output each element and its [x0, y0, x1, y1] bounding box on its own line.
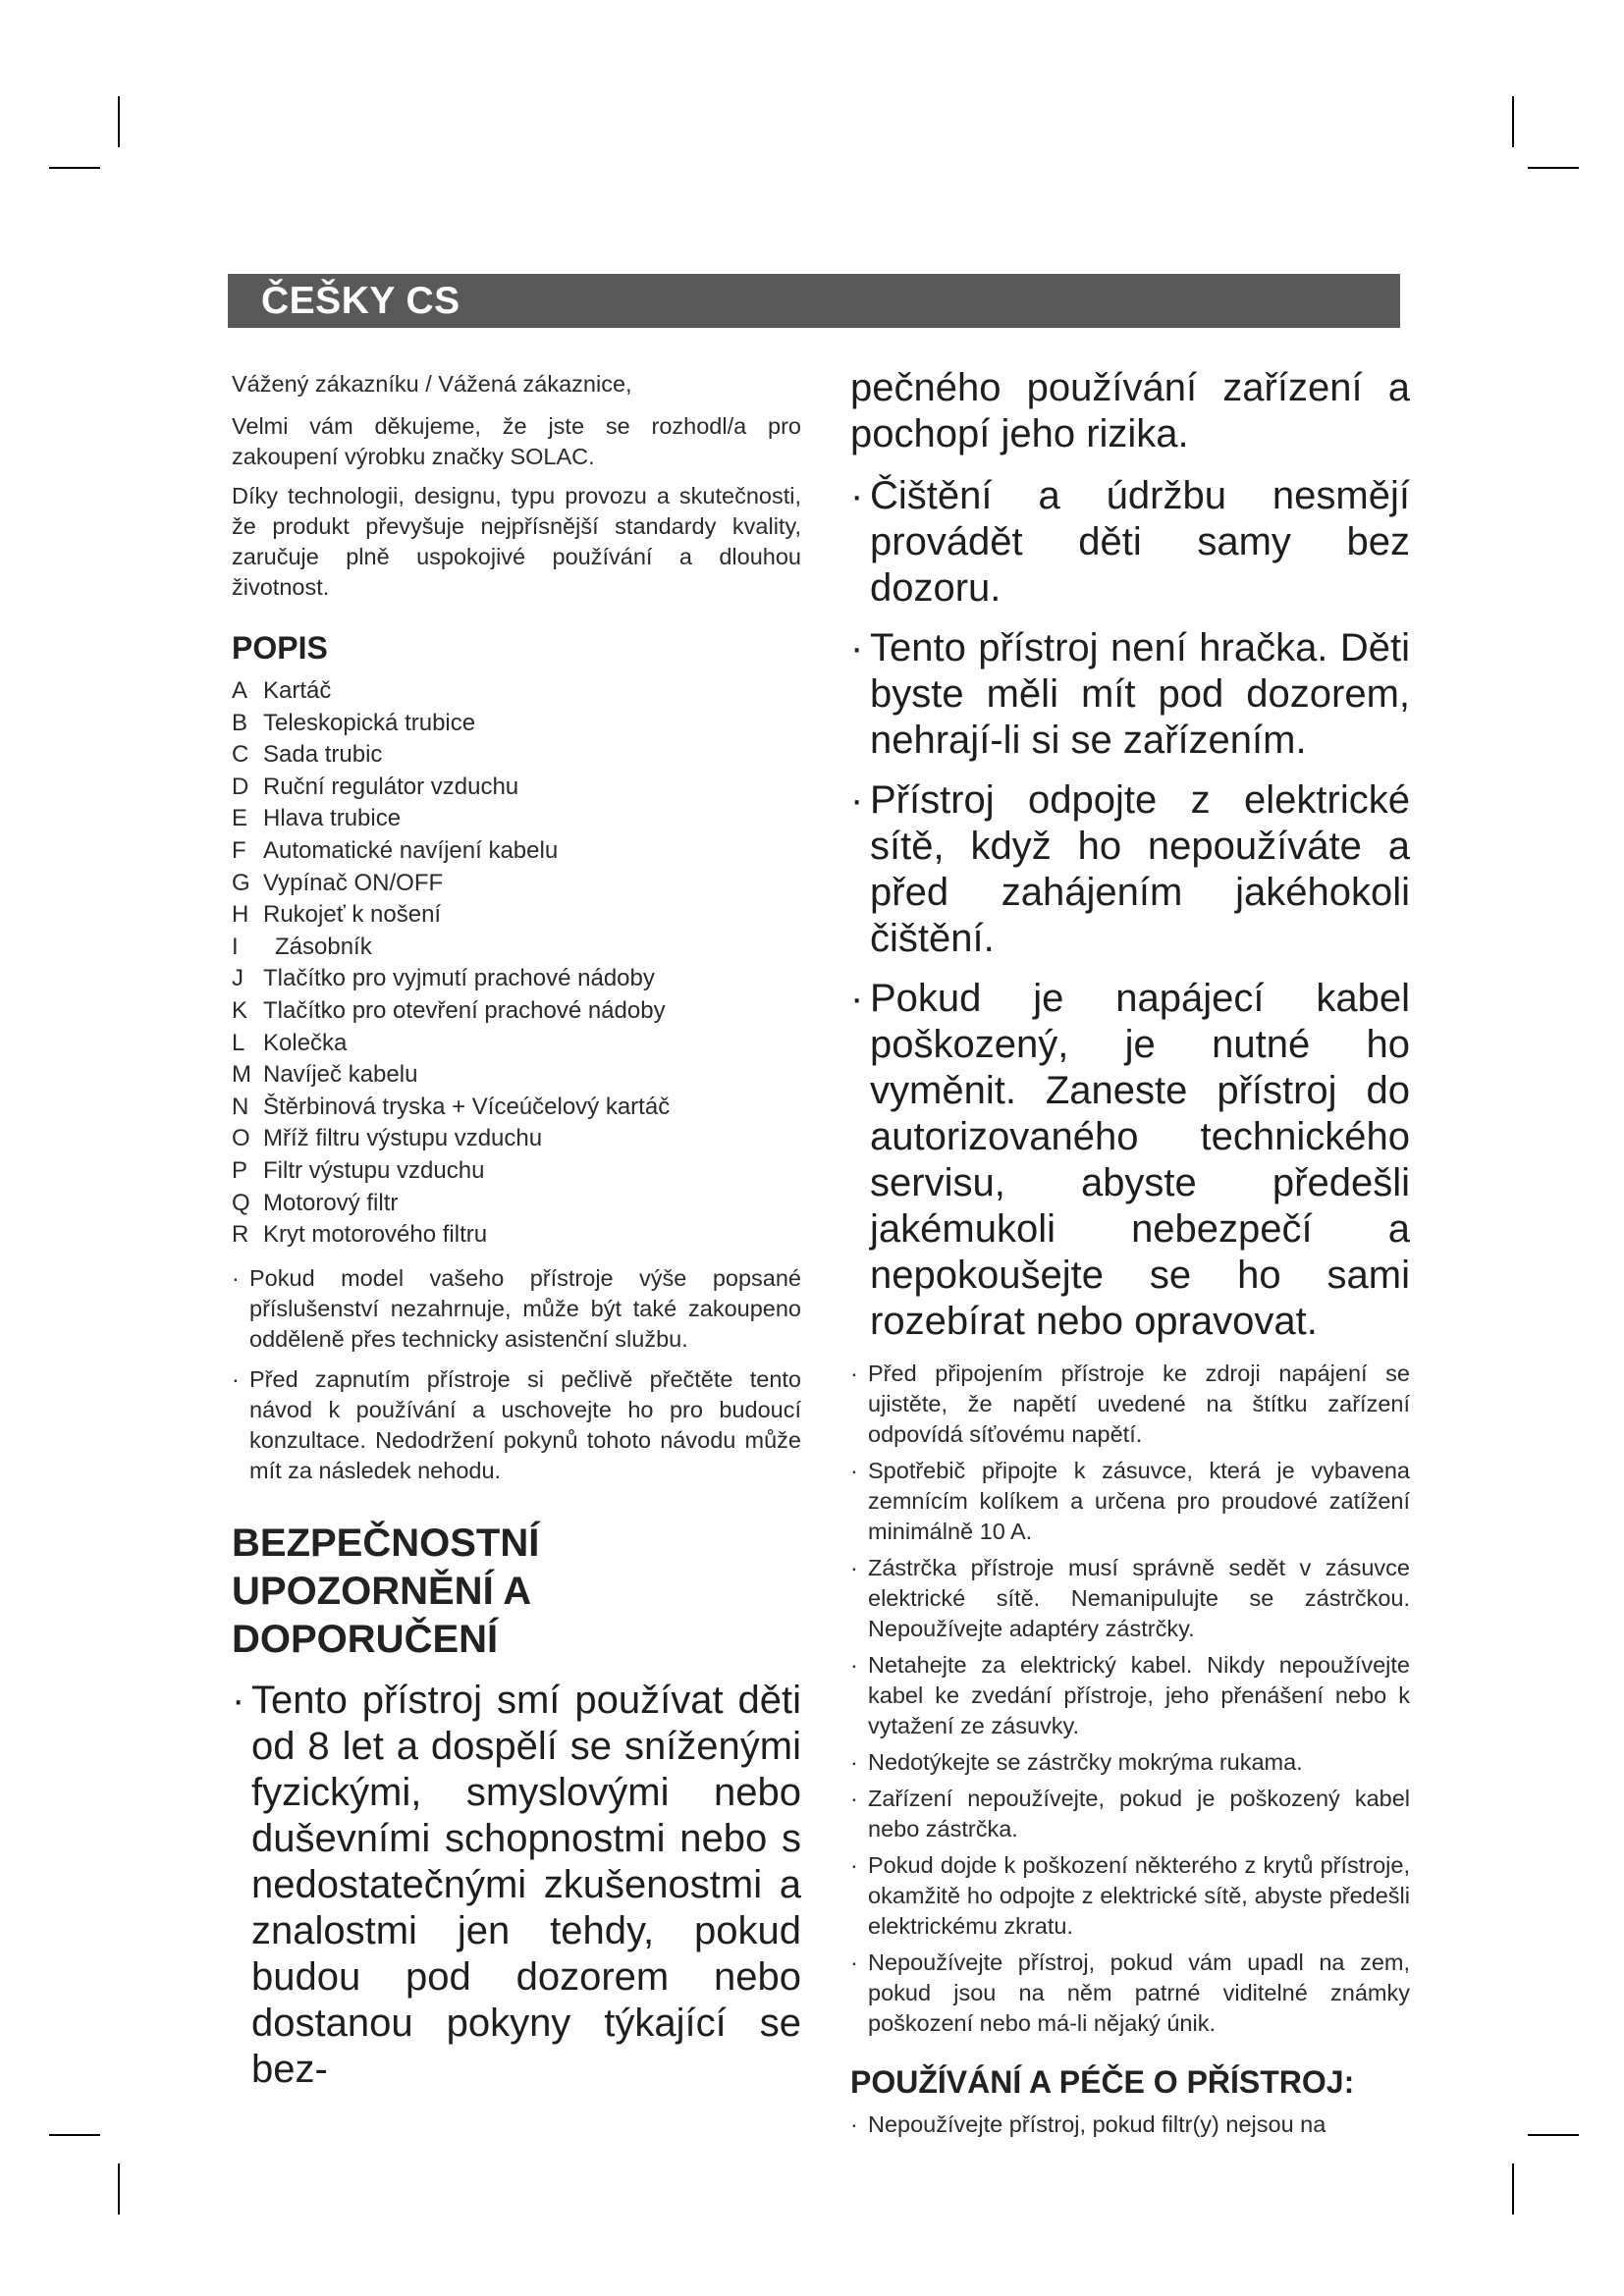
crop-mark-bottom-left-vertical — [118, 2163, 120, 2215]
safety-small-bullet — [850, 1553, 1410, 1644]
left-column — [232, 369, 801, 2107]
safety-small-text: Nepoužívejte přístroj, pokud vám upadl na zem, pokud jsou na něm patrné viditelné známky poškození nebo má-li nějaký únik. — [868, 1949, 1410, 2036]
safety-small-bullet — [850, 1948, 1410, 2039]
bullet-dot: · — [850, 778, 864, 822]
part-letter: I — [232, 933, 239, 960]
safety-small-bullet — [850, 1650, 1410, 1741]
list-item — [232, 932, 801, 964]
part-label: Vypínač ON/OFF — [263, 869, 444, 896]
crop-mark-top-left-horizontal — [49, 167, 100, 169]
bullet-dot: · — [850, 474, 864, 517]
bullet-dot: · — [850, 1749, 858, 1775]
list-item — [232, 803, 801, 835]
safety-large-bullet — [850, 625, 1410, 764]
part-letter: J — [232, 965, 244, 992]
safety-small-bullet — [850, 1359, 1410, 1450]
crop-mark-top-right-horizontal — [1528, 167, 1579, 169]
bullet-dot: · — [232, 1678, 245, 1722]
part-letter: N — [232, 1093, 249, 1120]
bullet-dot: · — [850, 1852, 858, 1878]
bullet-dot: · — [232, 1365, 240, 1392]
list-item — [232, 708, 801, 740]
safety-large-text: Pokud je napájecí kabel poškozený, je nutné ho vyměnit. Zaneste přístroj do autorizovaného technického servisu, abyste předešli jakémukoli nebezpečí a nepokoušejte se ho sami rozebírat nebo opravovat. — [870, 977, 1410, 1343]
safety-large-text: Čištění a údržbu nesmějí provádět děti samy bez dozoru. — [870, 474, 1410, 610]
usage-bullet — [850, 2109, 1410, 2140]
safety-small-text: Nedotýkejte se zástrčky mokrýma rukama. — [868, 1749, 1303, 1775]
safety-lead-continuation: pečného používání zařízení a pochopí jeho rizika. — [850, 366, 1410, 455]
safety-large-bullet — [850, 473, 1410, 612]
part-letter: D — [232, 773, 249, 800]
part-letter: M — [232, 1061, 251, 1089]
part-letter: G — [232, 869, 250, 896]
bullet-dot: · — [850, 1949, 858, 1975]
bullet-dot: · — [850, 1786, 858, 1811]
safety-small-bullet — [850, 1784, 1410, 1844]
part-label: Kryt motorového filtru — [263, 1221, 488, 1249]
list-item — [232, 1092, 801, 1124]
safety-small-text: Pokud dojde k poškození některého z krytů přístroje, okamžitě ho odpojte z elektrické sítě, abyste předešli elektrickému zkratu. — [868, 1852, 1410, 1939]
part-label: Filtr výstupu vzduchu — [263, 1156, 485, 1184]
part-label: Teleskopická trubice — [263, 709, 476, 736]
usage-heading: POUŽÍVÁNÍ A PÉČE O PŘÍSTROJ: — [850, 2064, 1355, 2100]
crop-mark-top-right-vertical — [1512, 96, 1514, 147]
list-item — [232, 963, 801, 995]
part-label: Kartáč — [263, 677, 332, 704]
list-item — [232, 1188, 801, 1220]
part-label: Rukojeť k nošení — [263, 901, 442, 929]
list-item — [232, 675, 801, 708]
list-item — [232, 835, 801, 868]
part-letter: L — [232, 1029, 245, 1056]
safety-lead-bullet — [232, 1678, 801, 2093]
part-letter: H — [232, 901, 249, 929]
usage-bullet-text: Nepoužívejte přístroj, pokud filtr(y) nejsou na — [868, 2111, 1326, 2137]
part-letter: A — [232, 677, 248, 704]
list-item — [232, 995, 801, 1028]
popis-note — [232, 1263, 801, 1355]
safety-small-bullet — [850, 1456, 1410, 1547]
part-label: Navíječ kabelu — [263, 1061, 418, 1089]
part-letter: K — [232, 996, 248, 1024]
bullet-dot: · — [850, 2111, 858, 2137]
language-header-bar — [228, 274, 1400, 328]
bullet-dot: · — [850, 1361, 858, 1386]
list-item — [232, 1155, 801, 1188]
safety-large-text: Přístroj odpojte z elektrické sítě, když ho nepoužíváte a před zahájením jakéhokoli čištění. — [870, 778, 1410, 960]
safety-small-bullet — [850, 1850, 1410, 1942]
part-letter: F — [232, 836, 246, 864]
part-label: Mříž filtru výstupu vzduchu — [263, 1125, 543, 1152]
part-letter: O — [232, 1125, 250, 1152]
part-label: Tlačítko pro otevření prachové nádoby — [263, 996, 666, 1024]
part-letter: E — [232, 805, 248, 832]
list-item — [232, 899, 801, 932]
part-label: Zásobník — [275, 933, 372, 960]
part-label: Motorový filtr — [263, 1189, 399, 1216]
safety-heading: BEZPEČNOSTNÍ UPOZORNĚNÍ A DOPORUČENÍ — [232, 1521, 540, 1661]
bullet-dot: · — [850, 1652, 858, 1678]
safety-large-bullet — [850, 976, 1410, 1345]
list-item — [232, 739, 801, 772]
part-letter: B — [232, 709, 248, 736]
part-label: Štěrbinová tryska + Víceúčelový kartáč — [263, 1093, 671, 1120]
safety-large-text: Tento přístroj není hračka. Děti byste měli mít pod dozorem, nehrají-li si se zařízením. — [870, 626, 1410, 762]
part-label: Kolečka — [263, 1029, 348, 1056]
part-letter: Q — [232, 1189, 250, 1216]
list-item — [232, 1028, 801, 1060]
list-item — [232, 1123, 801, 1155]
page-title: ČEŠKY CS — [261, 279, 460, 322]
bullet-dot: · — [850, 977, 864, 1020]
part-label: Ruční regulátor vzduchu — [263, 773, 519, 800]
bullet-dot: · — [850, 1458, 858, 1483]
parts-list — [232, 675, 801, 1252]
safety-small-text: Zástrčka přístroje musí správně sedět v zásuvce elektrické sítě. Nemanipulujte se zástrčkou. Nepoužívejte adaptéry zástrčky. — [868, 1555, 1410, 1641]
part-letter: P — [232, 1156, 248, 1184]
popis-note-text: Pokud model vašeho přístroje výše popsané příslušenství nezahrnuje, může být také zakoupeno odděleně přes technicky asistenční službu. — [249, 1264, 801, 1352]
popis-heading: POPIS — [232, 630, 328, 666]
crop-mark-bottom-right-horizontal — [1528, 2134, 1579, 2136]
safety-small-text: Spotřebič připojte k zásuvce, která je vybavena zemnícím kolíkem a určena pro proudové zatížení minimálně 10 A. — [868, 1458, 1410, 1544]
part-letter: C — [232, 741, 249, 769]
intro-paragraph: Velmi vám děkujeme, že jste se rozhodl/a pro zakoupení výrobku značky SOLAC. — [232, 413, 801, 469]
list-item — [232, 868, 801, 900]
crop-mark-bottom-left-horizontal — [49, 2134, 100, 2136]
list-item — [232, 1059, 801, 1092]
part-label: Automatické navíjení kabelu — [263, 836, 559, 864]
part-letter: R — [232, 1221, 249, 1249]
part-label: Tlačítko pro vyjmutí prachové nádoby — [263, 965, 655, 992]
list-item — [232, 772, 801, 804]
crop-mark-bottom-right-vertical — [1512, 2163, 1514, 2215]
bullet-dot: · — [850, 626, 864, 669]
safety-lead-text: Tento přístroj smí používat děti od 8 let a dospělí se sníženými fyzickými, smyslovými nebo duševními schopnostmi nebo s nedostatečnými zkušenostmi a znalostmi jen tehdy, pokud budou pod dozorem nebo dostanou pokyny týkající se bez- — [251, 1678, 801, 2091]
popis-note-text: Před zapnutím přístroje si pečlivě přečtěte tento návod k používání a uschovejte ho pro budoucí konzultace. Nedodržení pokynů tohoto návodu může mít za následek nehodu. — [249, 1365, 801, 1483]
safety-large-bullet — [850, 777, 1410, 962]
greeting: Vážený zákazníku / Vážená zákaznice, — [232, 371, 632, 397]
part-label: Sada trubic — [263, 741, 383, 769]
safety-small-text: Netahejte za elektrický kabel. Nikdy nepoužívejte kabel ke zvedání přístroje, jeho přenášení nebo k vytažení ze zásuvky. — [868, 1652, 1410, 1738]
part-label: Hlava trubice — [263, 805, 402, 832]
list-item — [232, 1219, 801, 1252]
intro-paragraph: Díky technologii, designu, typu provozu a skutečnosti, že produkt převyšuje nejpřísnější standardy kvality, zaručuje plně uspokojivé používání a dlouhou životnost. — [232, 483, 801, 600]
bullet-dot: · — [232, 1264, 240, 1291]
right-column — [850, 365, 1410, 2146]
safety-small-text: Zařízení nepoužívejte, pokud je poškozený kabel nebo zástrčka. — [868, 1786, 1410, 1842]
popis-note — [232, 1364, 801, 1486]
crop-mark-top-left-vertical — [118, 96, 120, 147]
safety-small-bullet — [850, 1747, 1410, 1778]
safety-small-text: Před připojením přístroje ke zdroji napájení se ujistěte, že napětí uvedené na štítku zařízení odpovídá síťovému napětí. — [868, 1361, 1410, 1447]
bullet-dot: · — [850, 1555, 858, 1580]
